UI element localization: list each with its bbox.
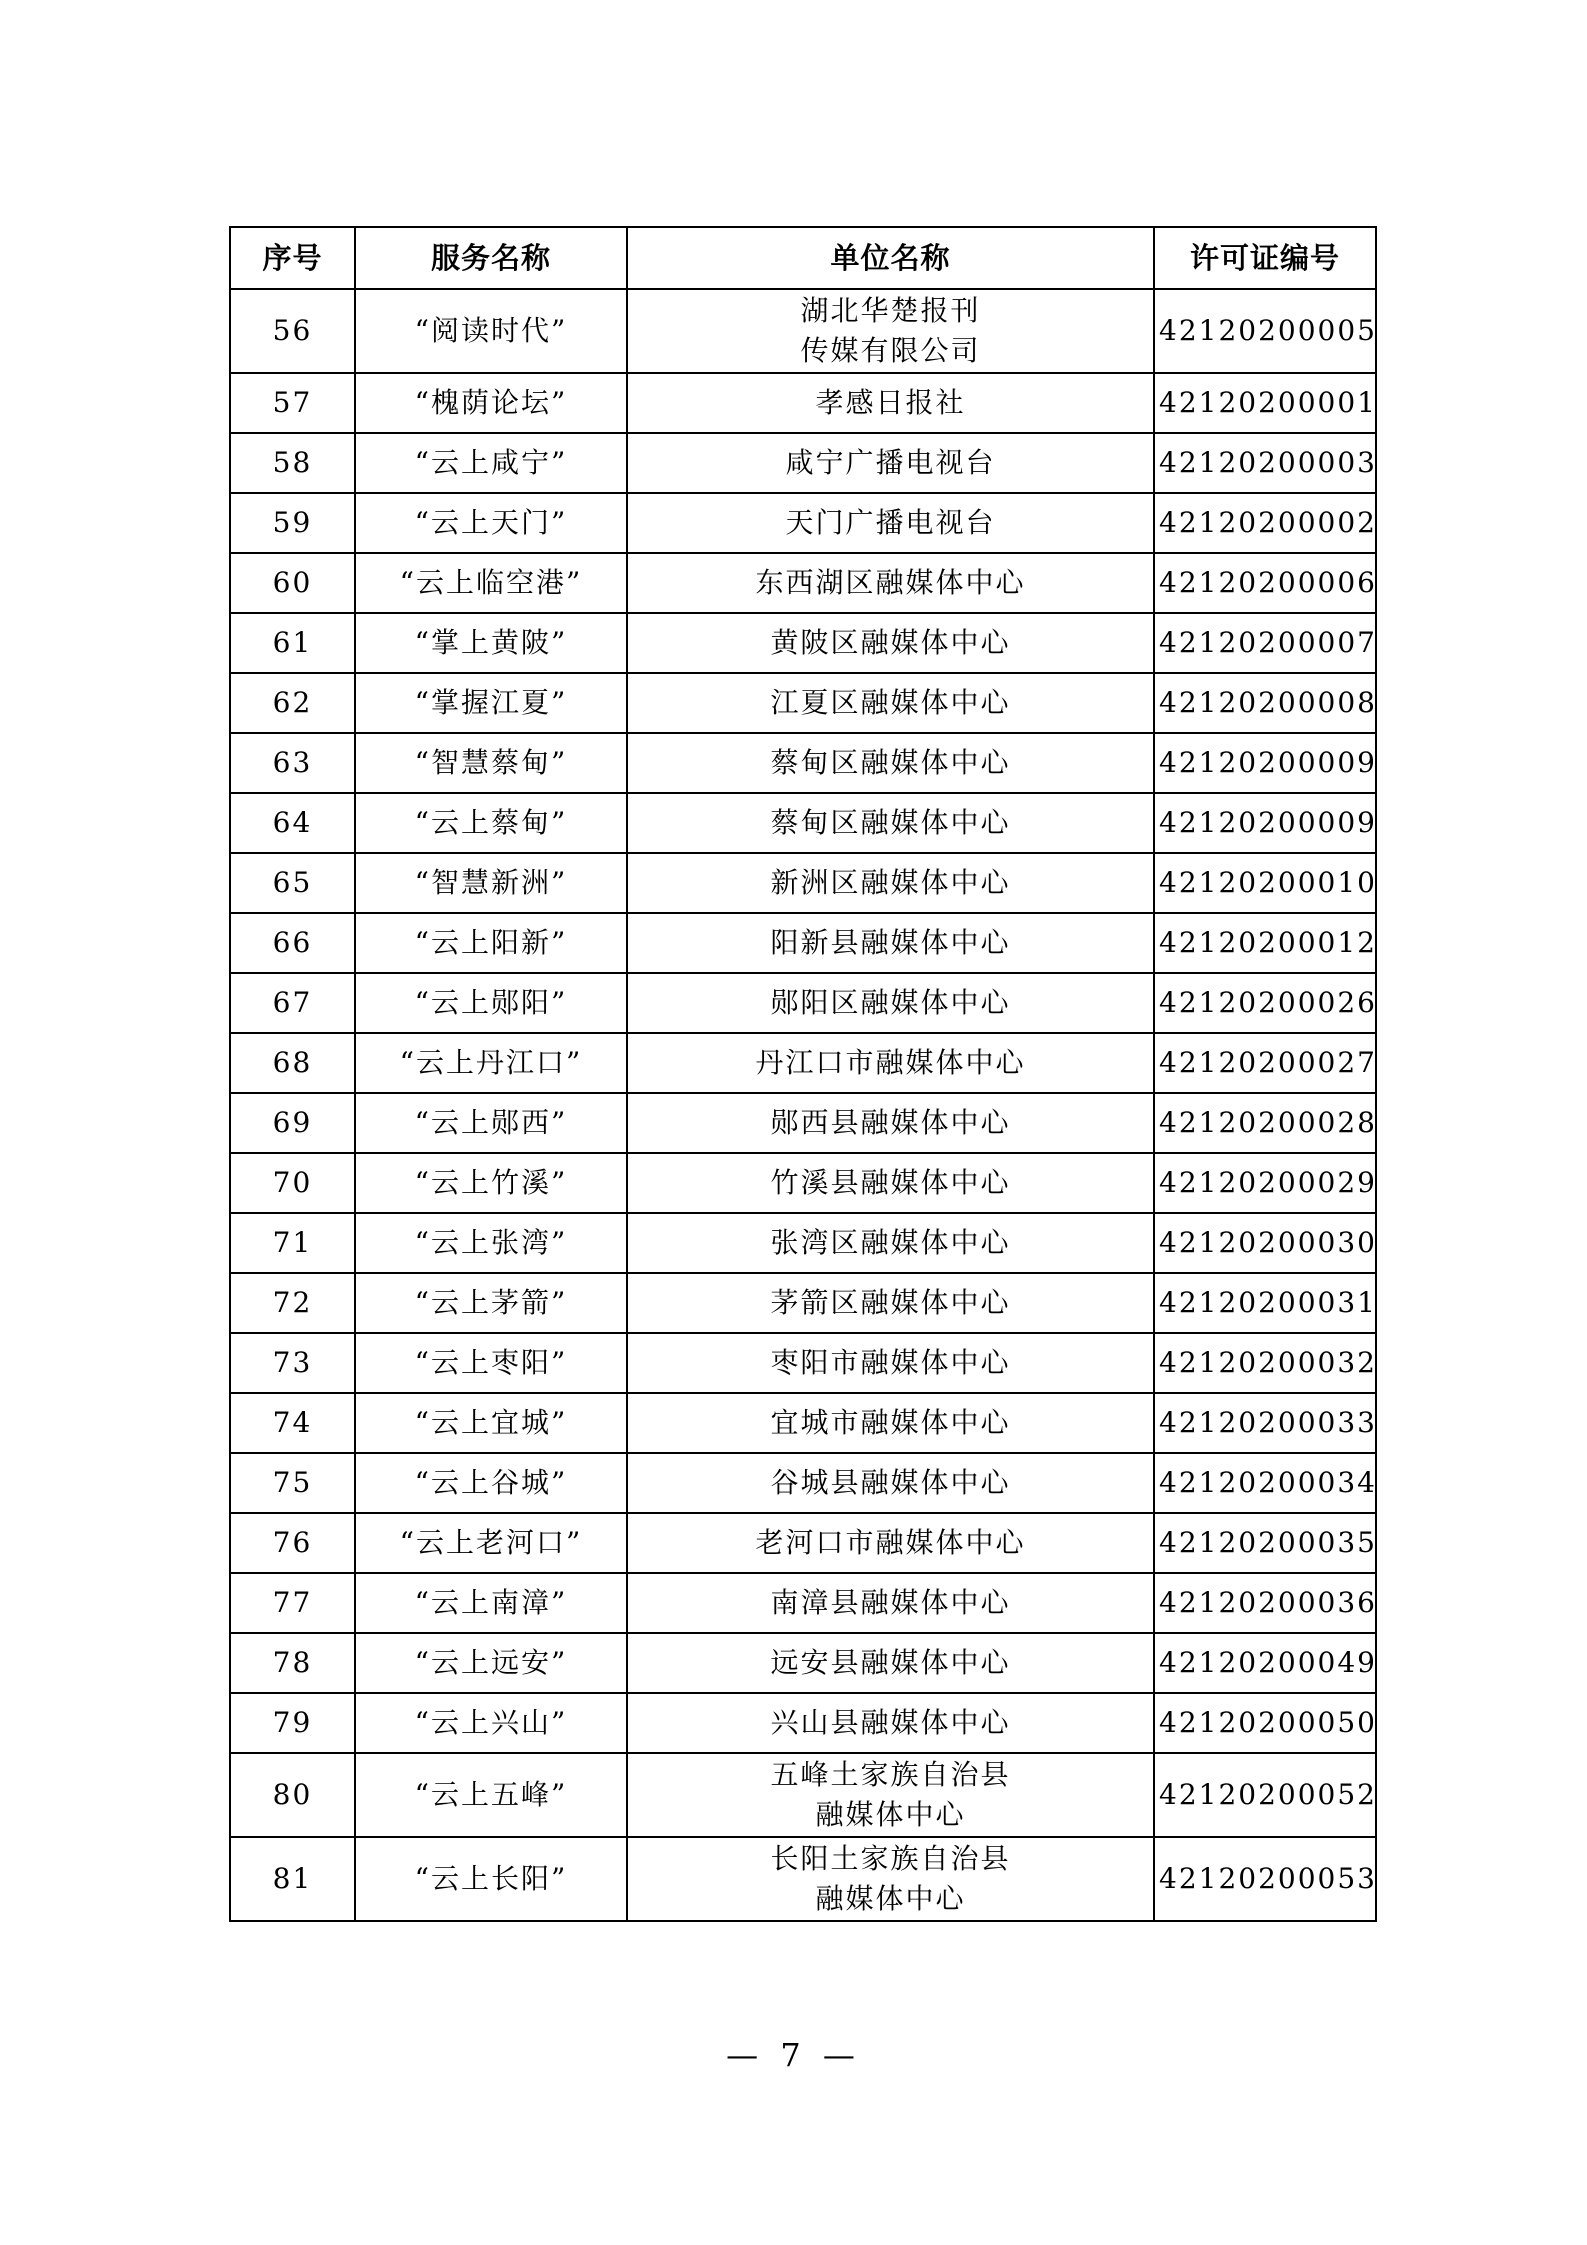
cell-service-name: “云上郧西” bbox=[355, 1093, 627, 1153]
cell-serial-number: 79 bbox=[230, 1693, 355, 1753]
cell-license-number: 42120200009 bbox=[1154, 793, 1376, 853]
license-table bbox=[229, 226, 1377, 1922]
unit-name-line: 融媒体中心 bbox=[815, 1882, 966, 1915]
cell-service-name: “智慧新洲” bbox=[355, 853, 627, 913]
cell-serial-number: 75 bbox=[230, 1453, 355, 1513]
cell-unit-name bbox=[627, 973, 1154, 1033]
unit-name-line: 南漳县融媒体中心 bbox=[770, 1586, 1011, 1619]
unit-name-line: 蔡甸区融媒体中心 bbox=[770, 746, 1011, 779]
unit-name-line: 张湾区融媒体中心 bbox=[770, 1226, 1011, 1259]
unit-name-line: 郧西县融媒体中心 bbox=[770, 1106, 1011, 1139]
table-row bbox=[230, 1393, 1376, 1453]
cell-license-number: 42120200012 bbox=[1154, 913, 1376, 973]
unit-name-line: 传媒有限公司 bbox=[800, 334, 981, 367]
cell-serial-number: 57 bbox=[230, 373, 355, 433]
cell-license-number: 42120200030 bbox=[1154, 1213, 1376, 1273]
table-row bbox=[230, 1633, 1376, 1693]
table-row bbox=[230, 1453, 1376, 1513]
cell-unit-name bbox=[627, 373, 1154, 433]
unit-name-line: 阳新县融媒体中心 bbox=[770, 926, 1011, 959]
cell-service-name: “槐荫论坛” bbox=[355, 373, 627, 433]
cell-serial-number: 72 bbox=[230, 1273, 355, 1333]
cell-service-name: “云上郧阳” bbox=[355, 973, 627, 1033]
cell-serial-number: 70 bbox=[230, 1153, 355, 1213]
table-header bbox=[230, 227, 1376, 289]
table-row bbox=[230, 1753, 1376, 1837]
table-row bbox=[230, 1153, 1376, 1213]
cell-service-name: “云上竹溪” bbox=[355, 1153, 627, 1213]
cell-license-number: 42120200006 bbox=[1154, 553, 1376, 613]
unit-name-line: 天门广播电视台 bbox=[785, 506, 996, 539]
cell-license-number: 42120200036 bbox=[1154, 1573, 1376, 1633]
table-row bbox=[230, 373, 1376, 433]
header-license-number: 许可证编号 bbox=[1154, 227, 1376, 289]
cell-service-name: “云上五峰” bbox=[355, 1753, 627, 1837]
table-row bbox=[230, 973, 1376, 1033]
cell-license-number: 42120200010 bbox=[1154, 853, 1376, 913]
cell-service-name: “云上远安” bbox=[355, 1633, 627, 1693]
unit-name-line: 黄陂区融媒体中心 bbox=[770, 626, 1011, 659]
cell-unit-name bbox=[627, 1453, 1154, 1513]
cell-license-number: 42120200029 bbox=[1154, 1153, 1376, 1213]
cell-unit-name bbox=[627, 1837, 1154, 1921]
table-row bbox=[230, 613, 1376, 673]
cell-serial-number: 71 bbox=[230, 1213, 355, 1273]
cell-license-number: 42120200031 bbox=[1154, 1273, 1376, 1333]
cell-service-name: “掌上黄陂” bbox=[355, 613, 627, 673]
unit-name-line: 孝感日报社 bbox=[815, 386, 966, 419]
cell-serial-number: 58 bbox=[230, 433, 355, 493]
table-row bbox=[230, 1837, 1376, 1921]
cell-license-number: 42120200005 bbox=[1154, 289, 1376, 373]
cell-unit-name bbox=[627, 1393, 1154, 1453]
unit-name-line: 融媒体中心 bbox=[815, 1798, 966, 1831]
table-body bbox=[230, 289, 1376, 1921]
cell-service-name: “云上天门” bbox=[355, 493, 627, 553]
cell-service-name: “掌握江夏” bbox=[355, 673, 627, 733]
cell-service-name: “阅读时代” bbox=[355, 289, 627, 373]
cell-service-name: “云上枣阳” bbox=[355, 1333, 627, 1393]
table-row bbox=[230, 673, 1376, 733]
cell-license-number: 42120200007 bbox=[1154, 613, 1376, 673]
cell-unit-name bbox=[627, 289, 1154, 373]
cell-license-number: 42120200053 bbox=[1154, 1837, 1376, 1921]
cell-license-number: 42120200032 bbox=[1154, 1333, 1376, 1393]
unit-name-line: 丹江口市融媒体中心 bbox=[755, 1046, 1026, 1079]
cell-service-name: “智慧蔡甸” bbox=[355, 733, 627, 793]
cell-unit-name bbox=[627, 493, 1154, 553]
cell-unit-name bbox=[627, 913, 1154, 973]
cell-license-number: 42120200035 bbox=[1154, 1513, 1376, 1573]
cell-service-name: “云上兴山” bbox=[355, 1693, 627, 1753]
cell-unit-name bbox=[627, 1633, 1154, 1693]
unit-name-line: 长阳土家族自治县 bbox=[770, 1842, 1011, 1875]
unit-name-line: 谷城县融媒体中心 bbox=[770, 1466, 1011, 1499]
page-number: — 7 — bbox=[726, 2036, 861, 2074]
cell-serial-number: 61 bbox=[230, 613, 355, 673]
unit-name-line: 蔡甸区融媒体中心 bbox=[770, 806, 1011, 839]
cell-unit-name bbox=[627, 613, 1154, 673]
cell-service-name: “云上丹江口” bbox=[355, 1033, 627, 1093]
cell-serial-number: 64 bbox=[230, 793, 355, 853]
cell-license-number: 42120200026 bbox=[1154, 973, 1376, 1033]
cell-serial-number: 65 bbox=[230, 853, 355, 913]
cell-unit-name bbox=[627, 733, 1154, 793]
table-row bbox=[230, 493, 1376, 553]
cell-service-name: “云上咸宁” bbox=[355, 433, 627, 493]
cell-license-number: 42120200033 bbox=[1154, 1393, 1376, 1453]
cell-serial-number: 77 bbox=[230, 1573, 355, 1633]
cell-unit-name bbox=[627, 1093, 1154, 1153]
cell-serial-number: 73 bbox=[230, 1333, 355, 1393]
cell-serial-number: 63 bbox=[230, 733, 355, 793]
unit-name-line: 宜城市融媒体中心 bbox=[770, 1406, 1011, 1439]
cell-license-number: 42120200009 bbox=[1154, 733, 1376, 793]
cell-service-name: “云上张湾” bbox=[355, 1213, 627, 1273]
table-row bbox=[230, 1693, 1376, 1753]
cell-serial-number: 78 bbox=[230, 1633, 355, 1693]
cell-license-number: 42120200034 bbox=[1154, 1453, 1376, 1513]
cell-service-name: “云上阳新” bbox=[355, 913, 627, 973]
cell-service-name: “云上临空港” bbox=[355, 553, 627, 613]
cell-unit-name bbox=[627, 1693, 1154, 1753]
unit-name-line: 五峰土家族自治县 bbox=[770, 1758, 1011, 1791]
table-row bbox=[230, 289, 1376, 373]
cell-service-name: “云上老河口” bbox=[355, 1513, 627, 1573]
cell-serial-number: 62 bbox=[230, 673, 355, 733]
cell-serial-number: 80 bbox=[230, 1753, 355, 1837]
cell-license-number: 42120200052 bbox=[1154, 1753, 1376, 1837]
unit-name-line: 远安县融媒体中心 bbox=[770, 1646, 1011, 1679]
cell-unit-name bbox=[627, 1153, 1154, 1213]
table-row bbox=[230, 1213, 1376, 1273]
cell-service-name: “云上谷城” bbox=[355, 1453, 627, 1513]
cell-unit-name bbox=[627, 793, 1154, 853]
cell-license-number: 42120200027 bbox=[1154, 1033, 1376, 1093]
cell-license-number: 42120200008 bbox=[1154, 673, 1376, 733]
cell-unit-name bbox=[627, 553, 1154, 613]
table-row bbox=[230, 733, 1376, 793]
table-row bbox=[230, 1513, 1376, 1573]
cell-service-name: “云上南漳” bbox=[355, 1573, 627, 1633]
cell-serial-number: 69 bbox=[230, 1093, 355, 1153]
table-row bbox=[230, 1333, 1376, 1393]
cell-license-number: 42120200003 bbox=[1154, 433, 1376, 493]
table-row bbox=[230, 913, 1376, 973]
unit-name-line: 新洲区融媒体中心 bbox=[770, 866, 1011, 899]
cell-unit-name bbox=[627, 433, 1154, 493]
cell-serial-number: 60 bbox=[230, 553, 355, 613]
table-row bbox=[230, 1573, 1376, 1633]
cell-service-name: “云上茅箭” bbox=[355, 1273, 627, 1333]
cell-license-number: 42120200050 bbox=[1154, 1693, 1376, 1753]
cell-license-number: 42120200028 bbox=[1154, 1093, 1376, 1153]
cell-unit-name bbox=[627, 1753, 1154, 1837]
cell-unit-name bbox=[627, 673, 1154, 733]
table-row bbox=[230, 553, 1376, 613]
unit-name-line: 竹溪县融媒体中心 bbox=[770, 1166, 1011, 1199]
cell-service-name: “云上长阳” bbox=[355, 1837, 627, 1921]
cell-serial-number: 67 bbox=[230, 973, 355, 1033]
cell-license-number: 42120200002 bbox=[1154, 493, 1376, 553]
cell-unit-name bbox=[627, 1573, 1154, 1633]
unit-name-line: 东西湖区融媒体中心 bbox=[755, 566, 1026, 599]
cell-license-number: 42120200049 bbox=[1154, 1633, 1376, 1693]
table-row bbox=[230, 1033, 1376, 1093]
unit-name-line: 江夏区融媒体中心 bbox=[770, 686, 1011, 719]
header-unit-name: 单位名称 bbox=[627, 227, 1154, 289]
unit-name-line: 咸宁广播电视台 bbox=[785, 446, 996, 479]
unit-name-line: 兴山县融媒体中心 bbox=[770, 1706, 1011, 1739]
cell-serial-number: 56 bbox=[230, 289, 355, 373]
cell-unit-name bbox=[627, 1213, 1154, 1273]
cell-serial-number: 68 bbox=[230, 1033, 355, 1093]
cell-serial-number: 74 bbox=[230, 1393, 355, 1453]
cell-serial-number: 81 bbox=[230, 1837, 355, 1921]
cell-serial-number: 59 bbox=[230, 493, 355, 553]
table-row bbox=[230, 1273, 1376, 1333]
cell-license-number: 42120200001 bbox=[1154, 373, 1376, 433]
unit-name-line: 茅箭区融媒体中心 bbox=[770, 1286, 1011, 1319]
unit-name-line: 湖北华楚报刊 bbox=[800, 294, 981, 327]
table-row bbox=[230, 1093, 1376, 1153]
cell-service-name: “云上蔡甸” bbox=[355, 793, 627, 853]
cell-unit-name bbox=[627, 1513, 1154, 1573]
unit-name-line: 老河口市融媒体中心 bbox=[755, 1526, 1026, 1559]
cell-unit-name bbox=[627, 1033, 1154, 1093]
cell-service-name: “云上宜城” bbox=[355, 1393, 627, 1453]
header-serial-number: 序号 bbox=[230, 227, 355, 289]
cell-unit-name bbox=[627, 1333, 1154, 1393]
table-row bbox=[230, 793, 1376, 853]
unit-name-line: 枣阳市融媒体中心 bbox=[770, 1346, 1011, 1379]
cell-unit-name bbox=[627, 853, 1154, 913]
cell-serial-number: 76 bbox=[230, 1513, 355, 1573]
table-row bbox=[230, 853, 1376, 913]
header-row bbox=[230, 227, 1376, 289]
cell-unit-name bbox=[627, 1273, 1154, 1333]
table-row bbox=[230, 433, 1376, 493]
unit-name-line: 郧阳区融媒体中心 bbox=[770, 986, 1011, 1019]
header-service-name: 服务名称 bbox=[355, 227, 627, 289]
cell-serial-number: 66 bbox=[230, 913, 355, 973]
